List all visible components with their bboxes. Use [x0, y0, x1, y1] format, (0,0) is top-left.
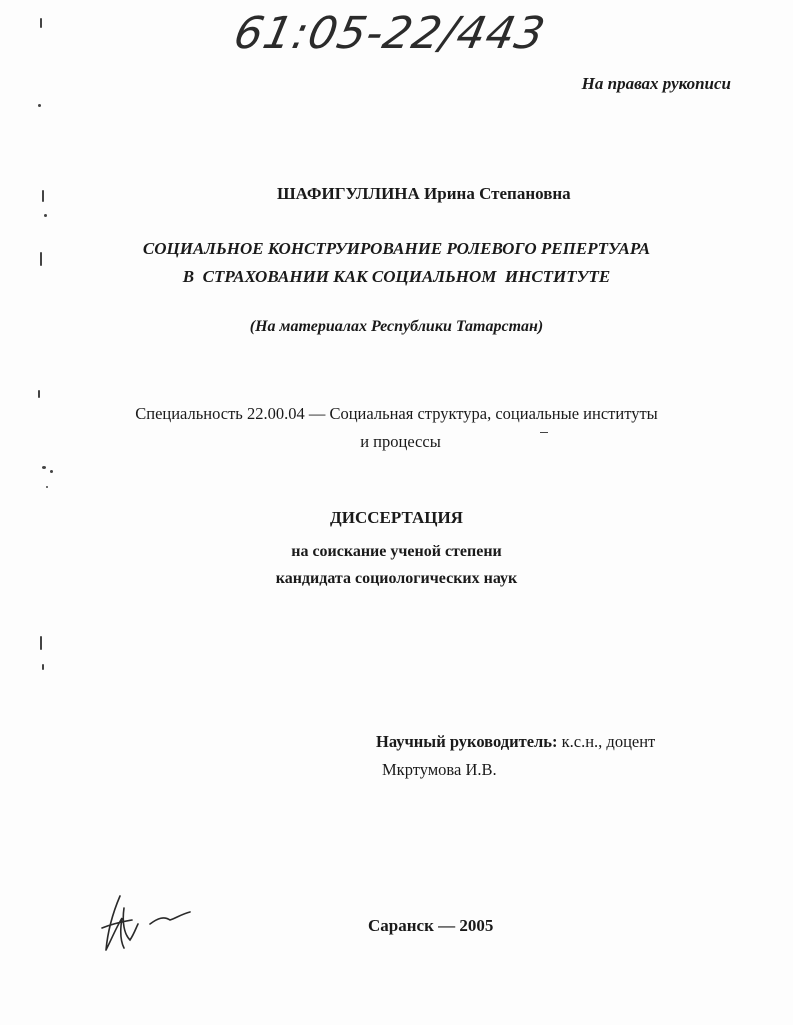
rights-note: На правах рукописи — [581, 74, 731, 93]
dissertation-label: ДИССЕРТАЦИЯ — [330, 508, 463, 527]
scan-speck — [44, 214, 47, 217]
signature-icon — [98, 888, 198, 958]
supervisor-label: Научный руководитель: — [376, 732, 558, 751]
specialty-line-2: и процессы — [360, 432, 441, 451]
supervisor-block — [376, 728, 655, 784]
dissertation-title — [0, 235, 793, 291]
scan-speck — [46, 486, 48, 488]
scan-speck — [40, 18, 42, 28]
scan-speck — [50, 470, 53, 473]
supervisor-name: Мкртумова И.В. — [382, 760, 497, 779]
title-line-2: В СТРАХОВАНИИ КАК СОЦИАЛЬНОМ ИНСТИТУТЕ — [182, 267, 611, 286]
place-year: Саранск — 2005 — [368, 916, 494, 935]
scan-speck — [540, 432, 548, 433]
degree-line-2: кандидата социологических наук — [275, 570, 518, 587]
specialty-line-1: Специальность 22.00.04 — Социальная структура, социальные институты — [135, 404, 658, 423]
scan-speck — [40, 636, 42, 650]
scan-speck — [38, 104, 41, 107]
title-line-1: СОЦИАЛЬНОЕ КОНСТРУИРОВАНИЕ РОЛЕВОГО РЕПЕРТУАРА — [142, 239, 651, 258]
dissertation-subtitle: (На материалах Республики Татарстан) — [249, 318, 544, 335]
degree-statement — [0, 538, 793, 592]
author-name: ШАФИГУЛЛИНА Ирина Степановна — [277, 184, 571, 203]
specialty — [0, 400, 793, 456]
archive-stamp: 61:05-22/443 — [229, 8, 550, 59]
degree-line-1: на соискание ученой степени — [291, 543, 502, 560]
scan-speck — [40, 252, 42, 266]
scan-speck — [42, 466, 46, 469]
supervisor-credentials: к.с.н., доцент — [557, 732, 656, 751]
scan-speck — [42, 664, 44, 670]
scan-speck — [42, 190, 44, 202]
scan-speck — [38, 390, 40, 398]
